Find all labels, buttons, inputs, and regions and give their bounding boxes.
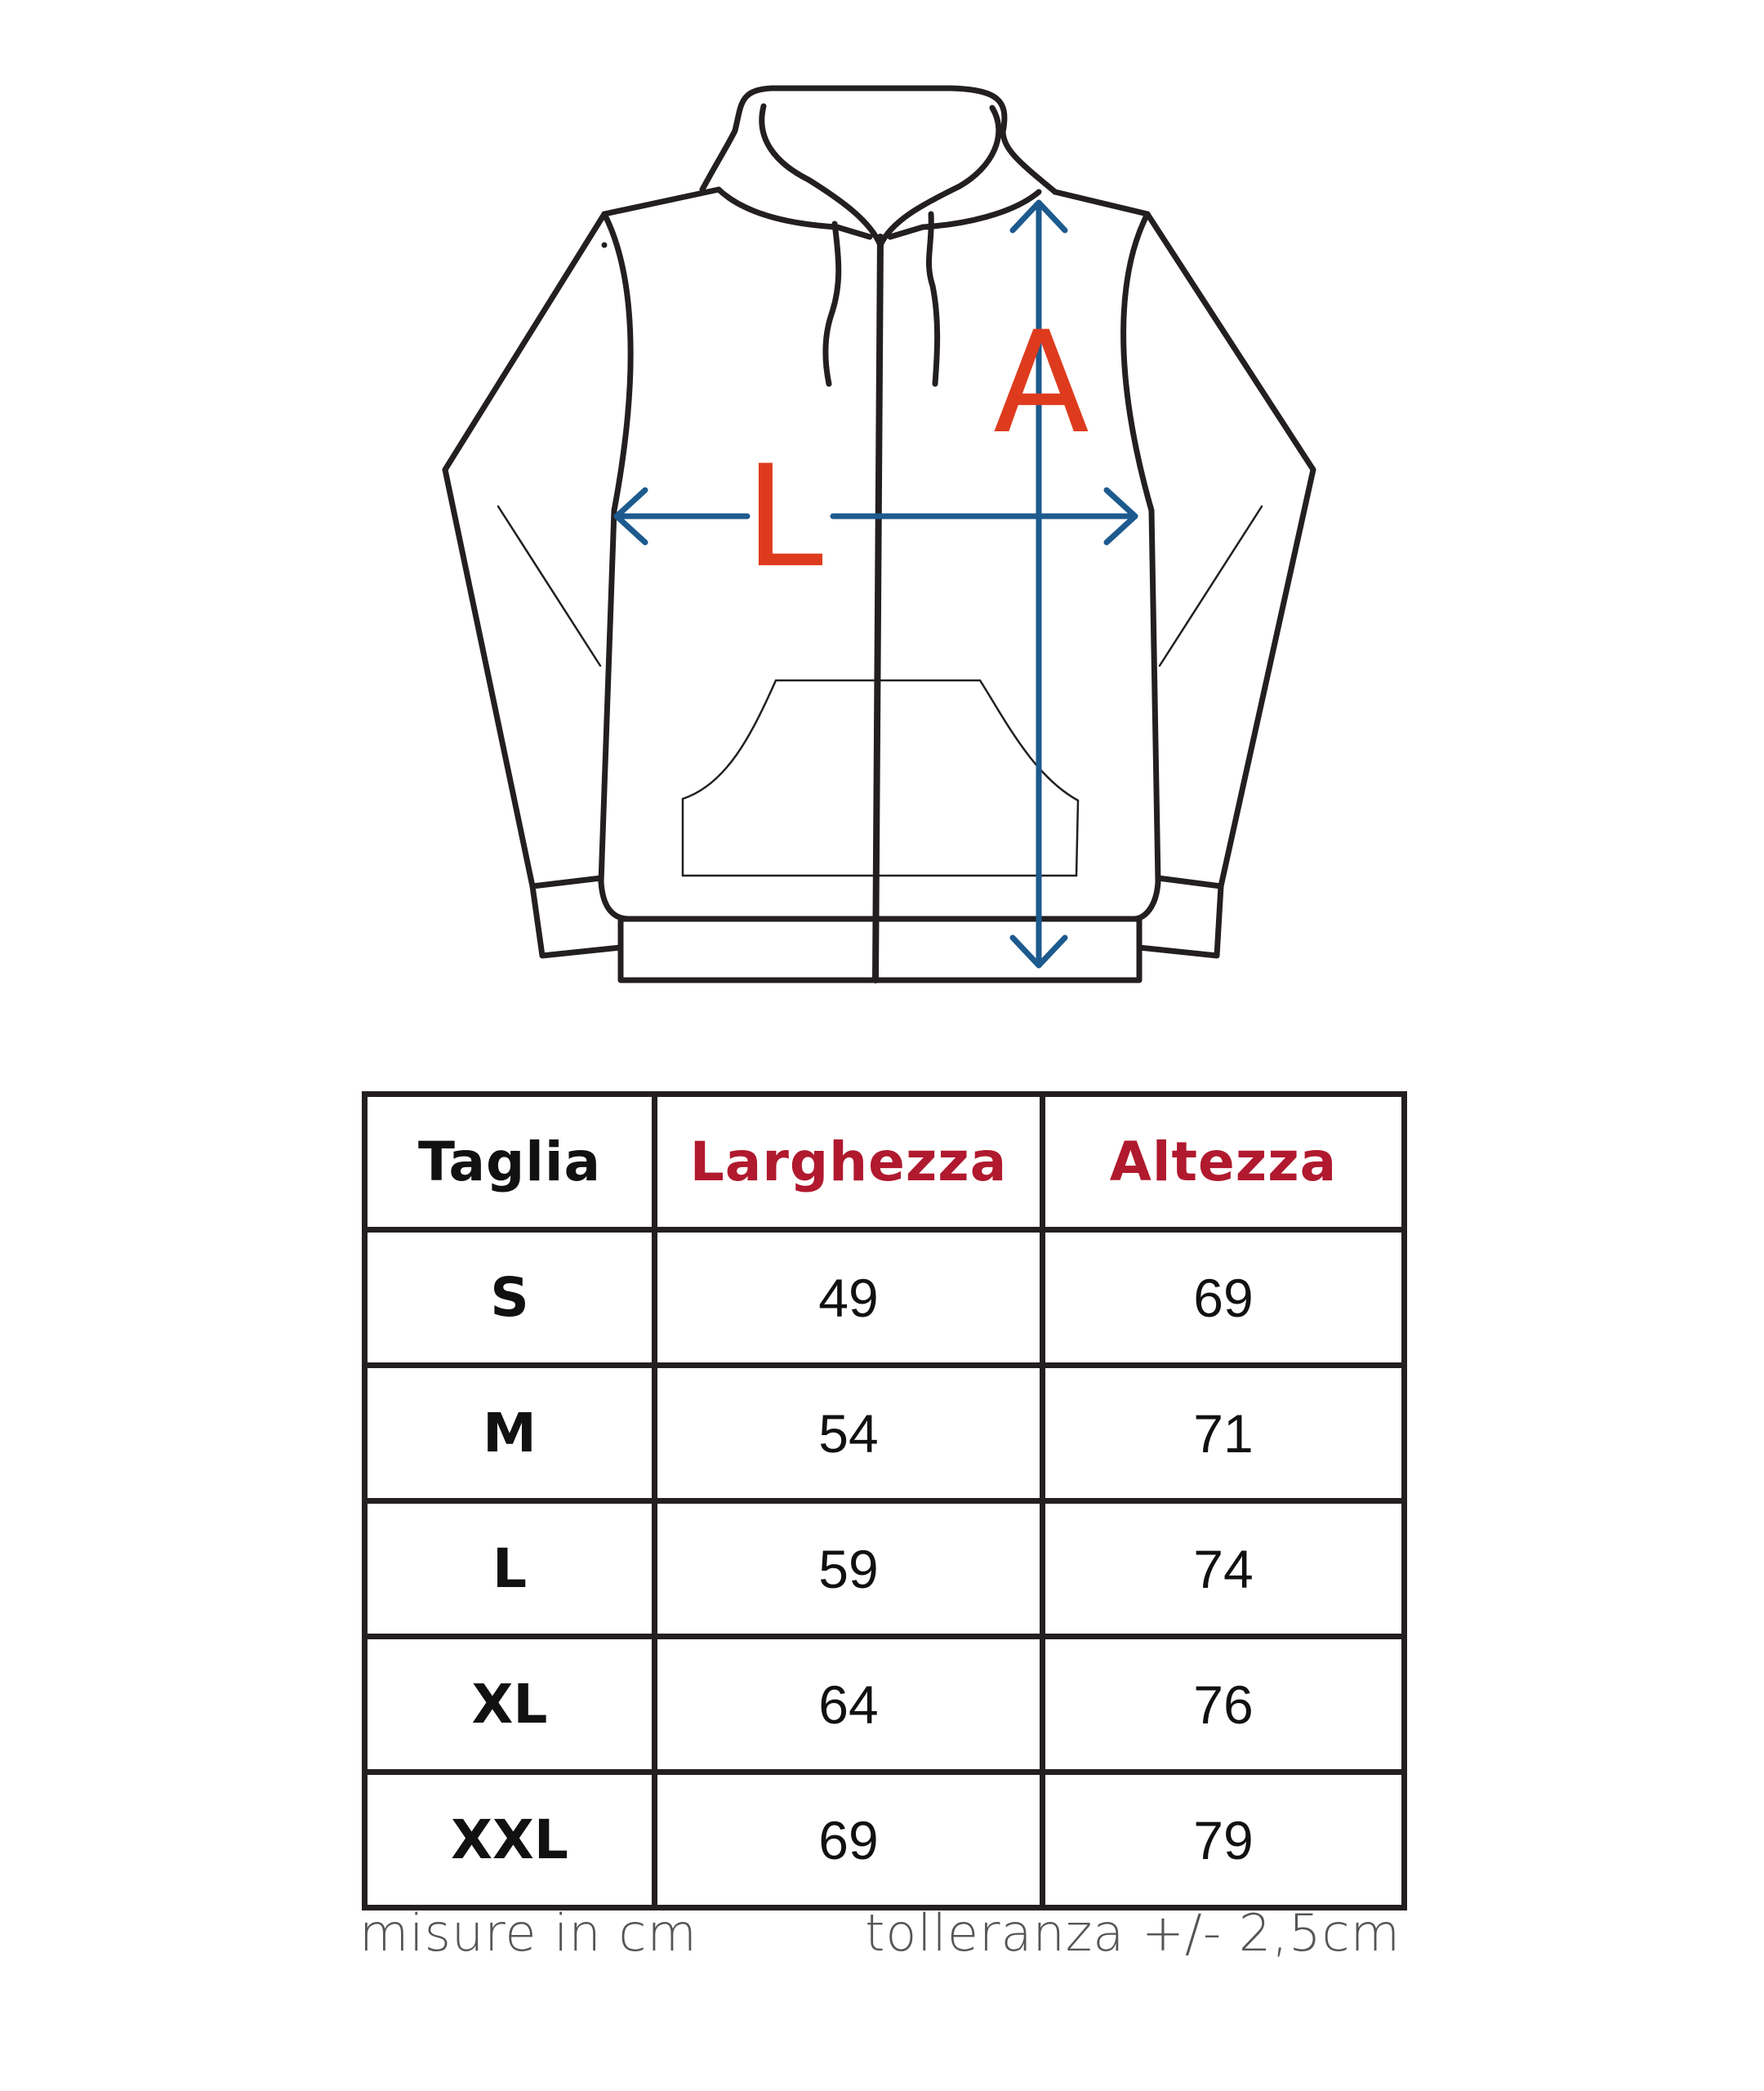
- height-cell: 76: [1043, 1637, 1405, 1772]
- tolerance-note: tolleranza +/- 2,5cm: [865, 1903, 1401, 1963]
- height-cell: 69: [1043, 1230, 1405, 1366]
- header-height: Altezza: [1043, 1095, 1405, 1230]
- table-row: [365, 1772, 1405, 1908]
- hoodie-outline: [445, 88, 1313, 980]
- width-cell: 54: [655, 1366, 1043, 1501]
- header-size: Taglia: [365, 1095, 655, 1230]
- width-cell: 59: [655, 1501, 1043, 1637]
- size-table: [362, 1091, 1407, 1910]
- table-row: [365, 1230, 1405, 1366]
- height-label: A: [993, 301, 1089, 465]
- width-cell: 64: [655, 1637, 1043, 1772]
- size-cell: M: [365, 1366, 655, 1501]
- table-row: [365, 1637, 1405, 1772]
- table-header-row: [365, 1095, 1405, 1230]
- size-cell: XL: [365, 1637, 655, 1772]
- height-cell: 74: [1043, 1501, 1405, 1637]
- units-note: misure in cm: [359, 1903, 697, 1963]
- height-cell: 71: [1043, 1366, 1405, 1501]
- hoodie-diagram: [0, 0, 1764, 1029]
- table-row: [365, 1366, 1405, 1501]
- size-cell: L: [365, 1501, 655, 1637]
- size-cell: S: [365, 1230, 655, 1366]
- header-width: Larghezza: [655, 1095, 1043, 1230]
- height-cell: 79: [1043, 1772, 1405, 1908]
- size-cell: XXL: [365, 1772, 655, 1908]
- width-cell: 69: [655, 1772, 1043, 1908]
- table-row: [365, 1501, 1405, 1637]
- width-cell: 49: [655, 1230, 1043, 1366]
- width-label: L: [745, 435, 823, 599]
